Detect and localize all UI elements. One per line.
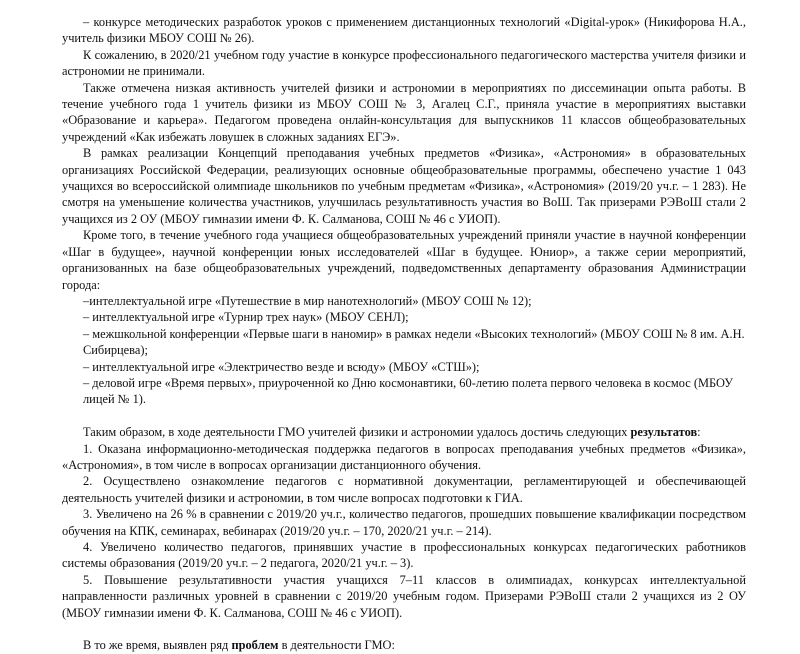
paragraph-conferences: Кроме того, в течение учебного года учащиеся общеобразовательных учреждений приняли участие в научной конференции «Шаг в будущее», научной конференции юных исследователей «Шаг в будущее. Юниор», а также серии мероприятий, организованных на базе общеобразовательных учреждений, подведомственных департаменту образования Администрации города: — [62, 228, 746, 292]
paragraph-olympiad: В рамках реализации Концепций преподавания учебных предметов «Физика», «Астрономия» в образовательных организациях Российской Федерации, реализующих основные общеобразовательные программы, обеспечено участие 1 043 учащихся во всероссийской олимпиаде школьников по учебным предметам «Физика», «Астрономия» (2019/20 уч.г. – 1 283). Не смотря на уменьшение количества участников, улучшилась результативность участия во ВоШ. Так призерами РЭВоШ стали 2 учащихся из 2 ОУ (МБОУ гимназии имени Ф. К. Салманова, СОШ № 46 с УИОП). — [62, 146, 746, 226]
results-intro — [62, 424, 746, 440]
problems-bold: проблем — [231, 638, 279, 653]
list-item: – интеллектуальной игре «Турнир трех наук» (МБОУ СЕНЛ); — [83, 310, 409, 325]
paragraph-digital-lesson: – конкурсе методических разработок уроков с применением дистанционных технологий «Digital-урок» (Никифорова Н.А., учитель физики МБОУ СОШ № 26). — [62, 15, 746, 46]
document-page — [62, 14, 746, 654]
events-list — [62, 293, 746, 408]
paragraph-activity: Также отмечена низкая активность учителей физики и астрономии в мероприятиях по диссеминации опыта работы. В течение учебного года 1 учитель физики из МБОУ СОШ № 3, Агалец С.Г., приняла участие в мероприятиях выставки «Образование и карьера». Педагогом проведена онлайн-консультация для выпускников 11 классов общеобразовательных учреждений «Как избежать ловушек в сложных заданиях ЕГЭ». — [62, 80, 746, 144]
list-item: – деловой игре «Время первых», приуроченной ко Дню космонавтики, 60-летию полета первого человека в космос (МБОУ лицей № 1). — [83, 375, 734, 407]
results-list — [62, 441, 746, 621]
list-item: – межшкольной конференции «Первые шаги в наномир» в рамках недели «Высоких технологий» (МБОУ СОШ № 8 им. А.Н. Сибирцева); — [83, 326, 745, 358]
list-item: –интеллектуальной игре «Путешествие в мир нанотехнологий» (МБОУ СОШ № 12); — [83, 293, 532, 308]
text: в деятельности ГМО: — [278, 638, 395, 653]
text: В то же время, выявлен ряд — [83, 638, 232, 653]
result-item: 4. Увеличено количество педагогов, принявших участие в профессиональных конкурсах педагогических работников системы образования (2019/20 уч.г. – 2 педагога, 2020/21 уч.г. – 3). — [62, 539, 746, 571]
problems-intro — [62, 637, 746, 653]
text: : — [697, 425, 701, 440]
text: Таким образом, в ходе деятельности ГМО учителей физики и астрономии удалось достичь следующих — [83, 425, 631, 440]
result-item: 5. Повышение результативности участия учащихся 7–11 классов в олимпиадах, конкурсах интеллектуальной направленности различных уровней в сравнении с 2019/20 учебным годом. Призерами РЭВоШ стали 2 учащихся из 2 ОУ (МБОУ гимназии имени Ф. К. Салманова, СОШ № 46 с УИОП). — [62, 572, 746, 620]
results-bold: результатов — [630, 425, 698, 440]
result-item: 3. Увеличено на 26 % в сравнении с 2019/20 уч.г., количество педагогов, прошедших повышение квалификации посредством обучения на КПК, семинарах, вебинарах (2019/20 уч.г. – 170, 2020/21 уч.г. – 214). — [62, 507, 746, 538]
list-item: – интеллектуальной игре «Электричество везде и всюду» (МБОУ «СТШ»); — [83, 359, 480, 374]
result-item: 1. Оказана информационно-методическая поддержка педагогов в вопросах преподавания учебных предметов «Физика», «Астрономия», в том числе в вопросах организации дистанционного обучения. — [62, 441, 746, 472]
result-item: 2. Осуществлено ознакомление педагогов с нормативной документации, регламентирующей и обеспечивающей деятельность учителей физики и астрономии, в том числе вопросах подготовки к ГИА. — [62, 474, 746, 505]
paragraph-competition: К сожалению, в 2020/21 учебном году участие в конкурсе профессионального педагогического мастерства учителя физики и астрономии не принимали. — [62, 47, 746, 79]
